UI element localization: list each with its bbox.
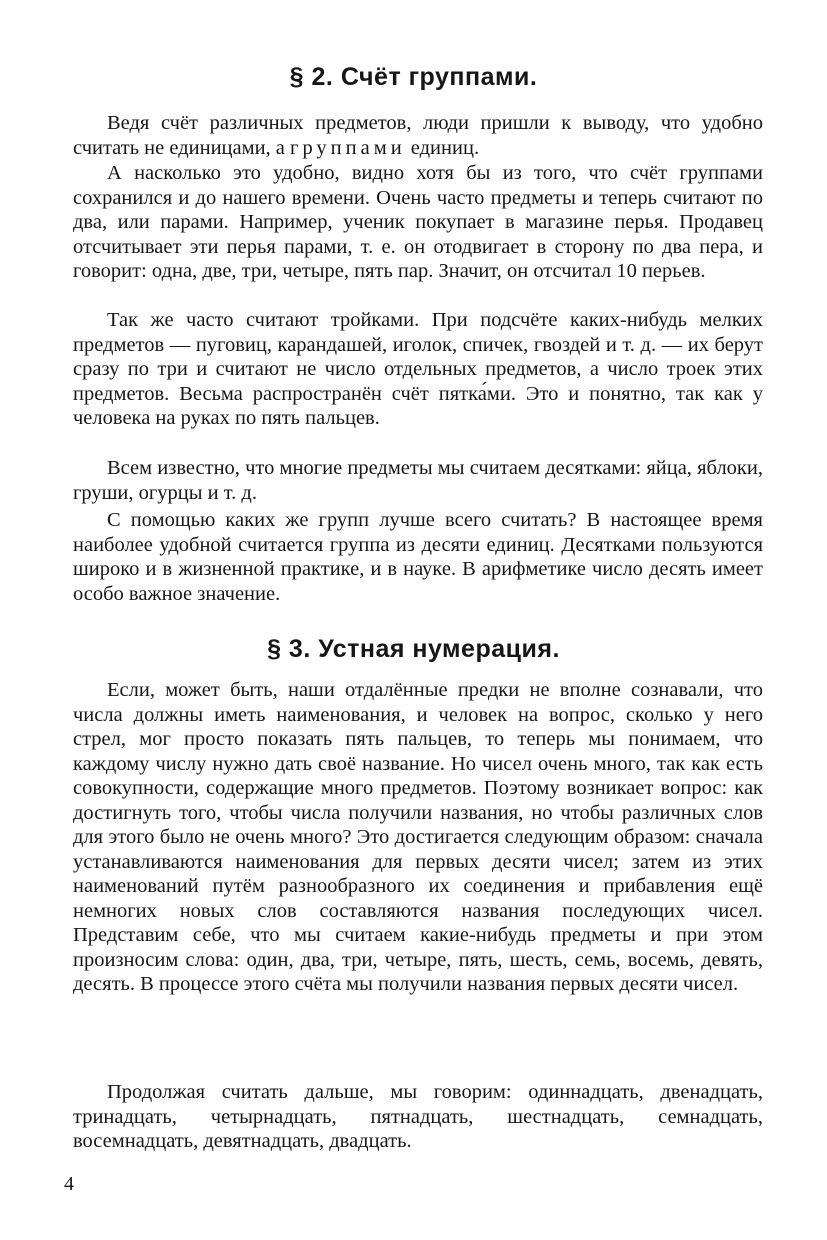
paragraph-counting-further: Продолжая считать дальше, мы говорим: одиннадцать, двенадцать, тринадцать, четырнадцать, пятнадцать, шестнадцать, семнадцать, восемнадцать, девятнадцать, двадцать. — [73, 1081, 763, 1152]
section-2-heading: § 2. Счёт группами. — [289, 63, 538, 91]
paragraph-text: Ведя счёт различных предметов, люди пришли к выводу, что удобно считать не единицами, а — [73, 112, 763, 159]
section-3-heading: § 3. Устная нумерация. — [267, 635, 560, 663]
paragraph-best-group: С помощью каких же групп лучше всего считать? В настоящее время наиболее удобной считается группа из десяти единиц. Десятками пользуются широко и в жизненной практике, и в науке. В арифметике число десять имеет особо важное значение. — [73, 509, 763, 605]
paragraph-counting-pairs: А насколько это удобно, видно хотя бы из того, что счёт группами сохранился и до нашего времени. Очень часто предметы и теперь считают по два, или парами. Например, ученик покупает в магазине перья. Продавец отсчитывает эти перья парами, т. е. он отодвигает в сторону по два пера, и говорит: одна, две, три, четыре, пять пар. Значит, он отсчитал 10 перьев. — [73, 162, 763, 282]
page-number: 4 — [64, 1173, 74, 1195]
paragraph-counting-tens: Всем известно, что многие предметы мы считаем десятками: яйца, яблоки, груши, огурцы и т. д. — [73, 457, 763, 504]
paragraph-counting-triples: Так же часто считают тройками. При подсчёте каких-нибудь мелких предметов — пуговиц, карандашей, иголок, спичек, гвоздей и т. д. — их берут сразу по три и считают не число отдельных предметов, а число троек этих предметов. Весьма распространён счёт пятка́ми. Это и понятно, так как у человека на руках по пять пальцев. — [73, 309, 763, 429]
paragraph-text: единиц. — [405, 136, 480, 159]
paragraph-oral-numeration: Если, может быть, наши отдалённые предки не вполне сознавали, что числа должны иметь наименования, и человек на вопрос, сколько у него стрел, мог просто показать пять пальцев, то теперь мы понимаем, что каждому числу нужно дать своё название. Но чисел очень много, так как есть совокупности, содержащие много предметов. Поэтому возникает вопрос: как достигнуть того, чтобы числа получили названия, но чтобы различных слов для этого было не очень много? Это достигается следующим образом: сначала устанавливаются наименования для первых десяти чисел; затем из этих наименований путём разнообразного их соединения и прибавления ещё немногих новых слов составляются названия последующих чисел. Представим себе, что мы считаем какие-нибудь предметы и при этом произносим слова: один, два, три, четыре, пять, шесть, семь, восемь, девять, десять. В процессе этого счёта мы получили названия первых десяти чисел. — [73, 679, 763, 995]
paragraph-counting-groups-intro — [73, 111, 763, 160]
emphasized-word: группами — [290, 136, 406, 159]
